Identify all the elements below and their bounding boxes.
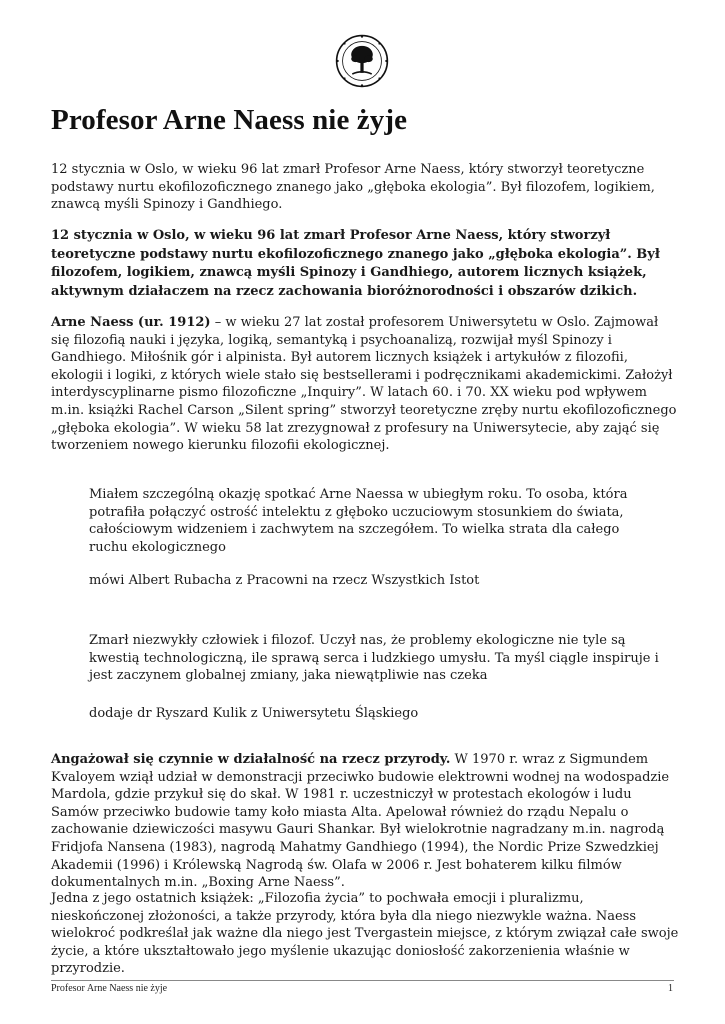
footer-page-number: 1 <box>668 983 673 994</box>
activity-paragraph <box>51 751 679 892</box>
footer-divider <box>51 980 674 981</box>
article-title: Profesor Arne Naess nie żyje <box>51 104 408 136</box>
footer-title: Profesor Arne Naess nie żyje <box>51 983 168 994</box>
lead-paragraph: 12 stycznia w Oslo, w wieku 96 lat zmarł Profesor Arne Naess, który stworzył teoretyczne podstawy nurtu ekofilozoficznego znanego jako „głęboka ekologia”. Był filozofem, logikiem, znawcą myśli Spinozy i Gandhiego. <box>51 162 655 213</box>
quote-1-attribution: mówi Albert Rubacha z Pracowni na rzecz Wszystkich Istot <box>89 573 480 588</box>
lead-bold-paragraph: 12 stycznia w Oslo, w wieku 96 lat zmarł Profesor Arne Naess, który stworzył teoretyczne podstawy nurtu ekofilozoficznego znanego jako „głęboka ekologia”. Był filozofem, logikiem, znawcą myśli Spinozy i Gandhiego, autorem licznych książek, aktywnym działaczem na rzecz zachowania bioróżnorodności i obszarów dzikich. <box>51 228 660 299</box>
tree-seal-logo-icon <box>335 34 389 88</box>
quote-2-attribution: dodaje dr Ryszard Kulik z Uniwersytetu Śląskiego <box>89 706 419 721</box>
activity-text: W 1970 r. wraz z Sigmundem Kvaloyem wziął udział w demonstracji przeciwko budowie elektrowni wodnej na wodospadzie Mardola, gdzie przykuł się do skał. W 1981 r. uczestniczył w protestach ekologów i ludu Samów przeciwko budowie tamy koło miasta Alta. Apelował również do rządu Nepalu o zachowanie dziewiczości masywu Gauri Shankar. Był wielokrotnie nagradzany m.in. nagrodą Fridjofa Nansena (1983), nagrodą Mahatmy Gandhiego (1994), the Nordic Prize Szwedzkiej Akademii (1996) i Królewską Nagrodą św. Olafa w 2006 r. Jest bohaterem kilku filmów dokumentalnych m.in. „Boxing Arne Naess”. <box>51 752 670 891</box>
last-paragraph: Jedna z jego ostatnich książek: „Filozofia życia” to pochwała emocji i pluralizmu, nieskończonej złożoności, a także przyrody, która była dla niego niezwykle ważna. Naess wielokroć podkreślał jak ważne dla niego jest Tvergastein miejsce, z którym związał całe swoje życie, a które ukształtowało jego myślenie ukazując doniosłość zakorzenienia właśnie w przyrodzie. <box>51 891 679 977</box>
bio-text: – w wieku 27 lat został profesorem Uniwersytetu w Oslo. Zajmował się filozofią nauki i języka, logiką, semantyką i psychoanalizą, rozwijał myśl Spinozy i Gandhiego. Miłośnik gór i alpinista. Był autorem licznych książek i artykułów z filozofii, ekologii i logiki, z których wiele stało się bestsellerami i podręcznikami akademickimi. Założył interdyscyplinarne pismo filozoficzne „Inquiry”. W latach 60. i 70. XX wieku pod wpływem m.in. książki Rachel Carson „Silent spring” stworzył teoretyczne zręby nurtu ekofilozoficznego „głęboka ekologia”. W wieku 58 lat zrezygnował z profesury na Uniwersytecie, aby zająć się tworzeniem nowego kierunku filozofii ekologicznej. <box>51 315 677 454</box>
activity-strong: Angażował się czynnie w działalność na rzecz przyrody. <box>51 752 451 767</box>
quote-2: Zmarł niezwykły człowiek i filozof. Uczył nas, że problemy ekologiczne nie tyle są kwestią technologiczną, ile sprawą serca i ludzkiego umysłu. Ta myśl ciągle inspiruje i jest zaczynem globalnej zmiany, jaka niewątpliwie nas czeka <box>89 633 659 684</box>
quote-1: Miałem szczególną okazję spotkać Arne Naessa w ubiegłym roku. To osoba, która potrafiła połączyć ostrość intelektu z głęboko uczuciowym stosunkiem do świata, całościowym widzeniem i zachwytem na szczegółem. To wielka strata dla całego ruchu ekologicznego <box>89 487 628 555</box>
bio-paragraph <box>51 314 679 455</box>
bio-strong: Arne Naess (ur. 1912) <box>51 315 211 330</box>
